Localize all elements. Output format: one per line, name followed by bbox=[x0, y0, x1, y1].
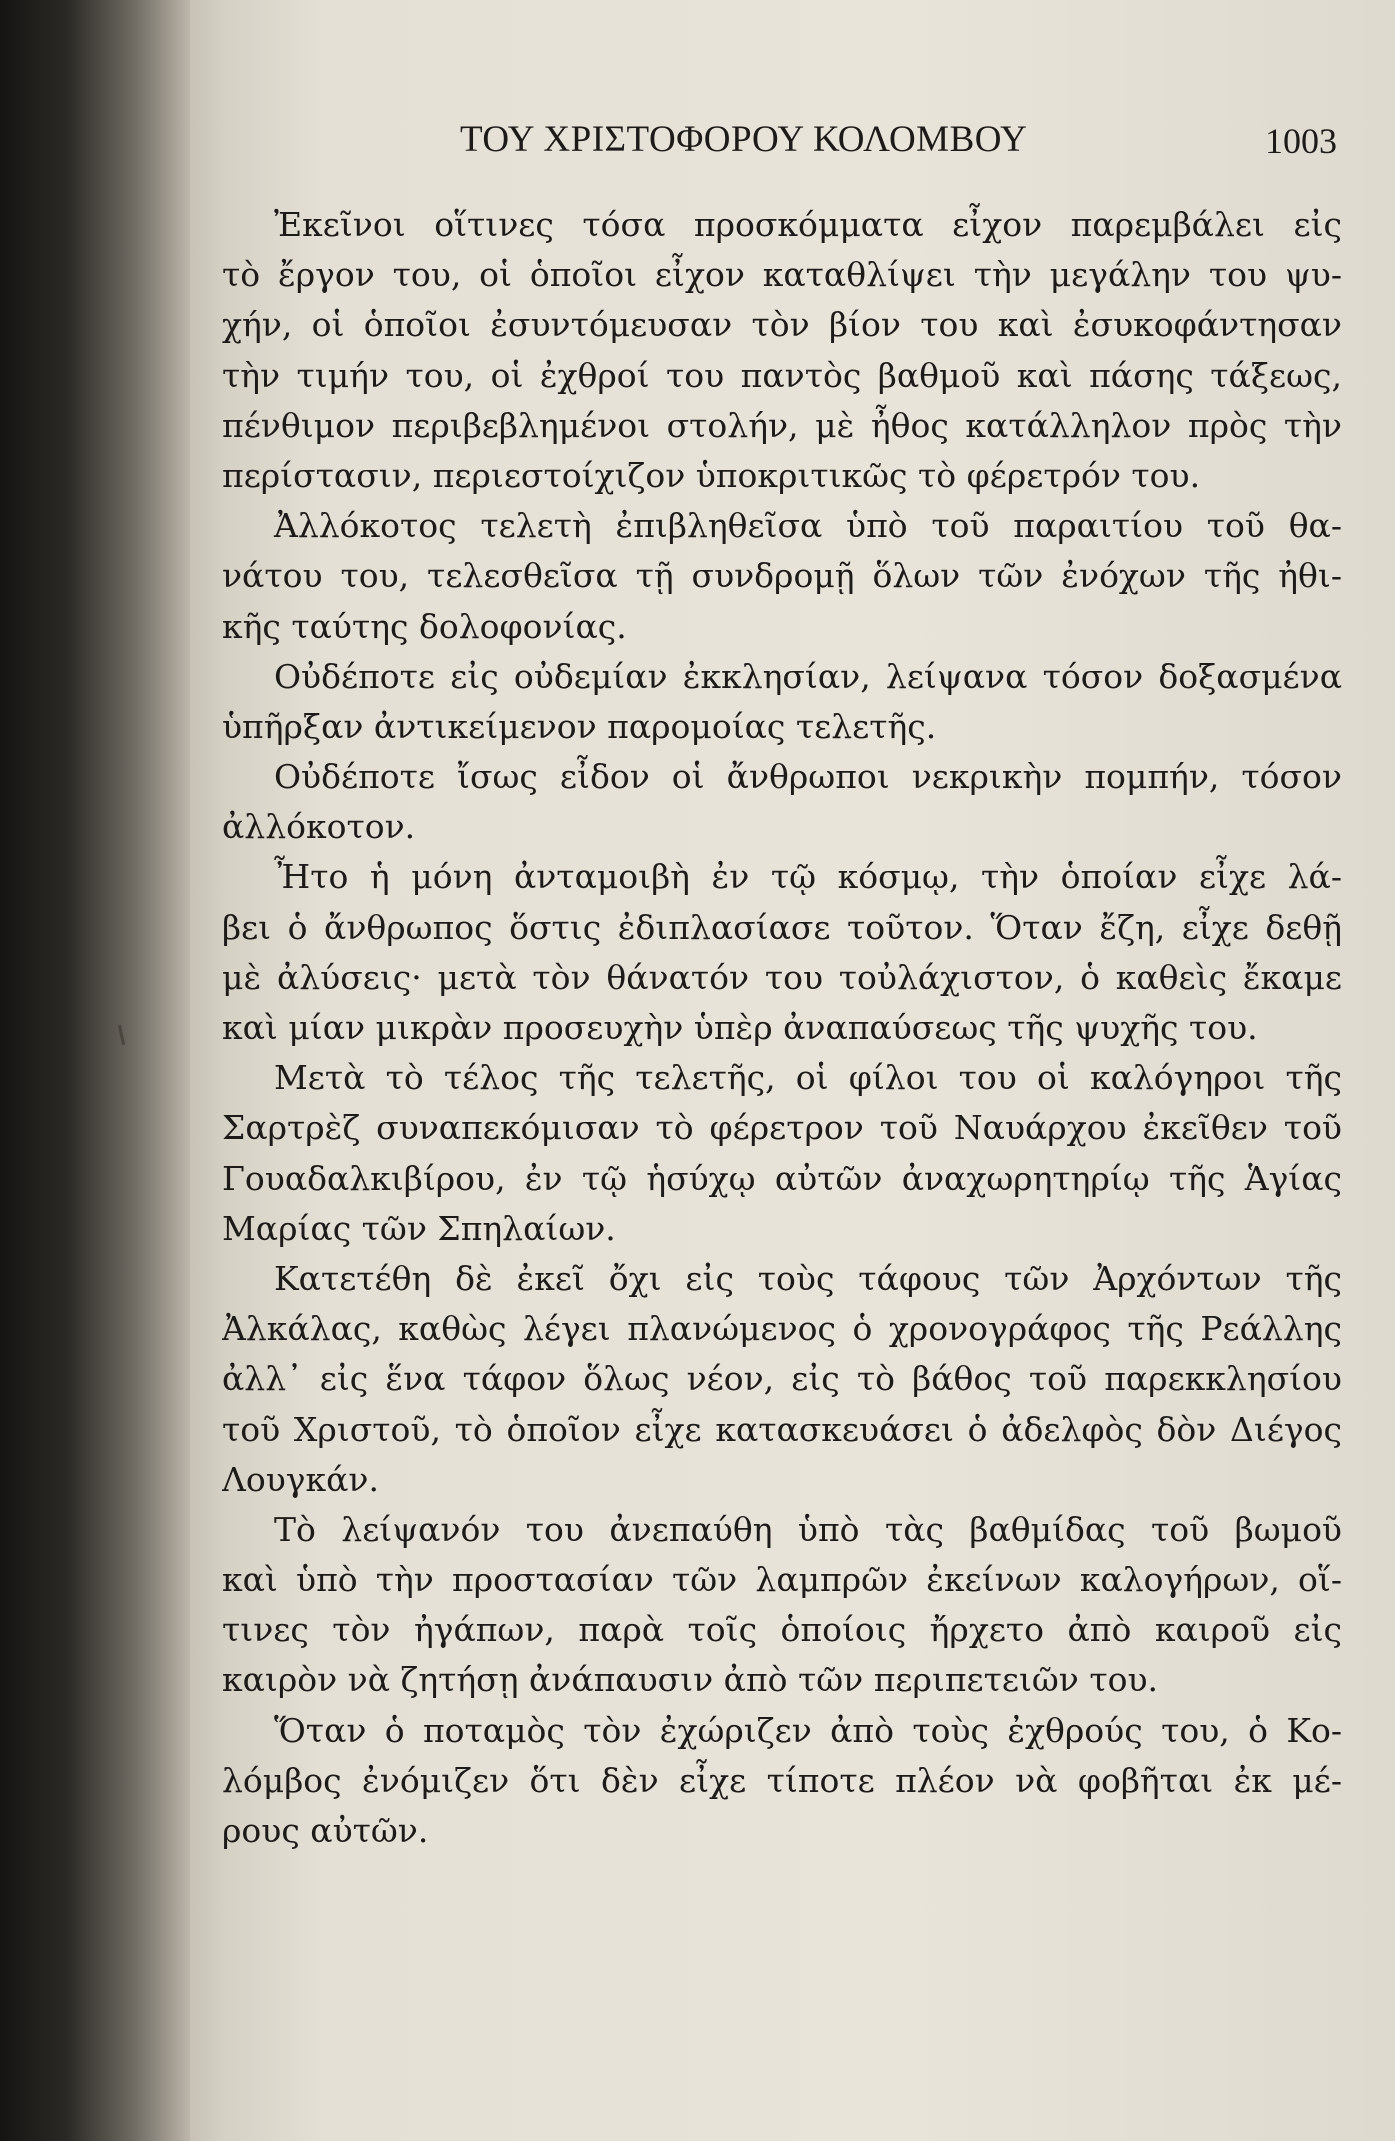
text-line: τινες τὸν ἠγάπων, παρὰ τοῖς ὁποίοις ἤρχετο ἀπὸ καιροῦ εἰς bbox=[222, 1610, 1342, 1650]
text-line: Ἐκεῖνοι οἵτινες τόσα προσκόμματα εἶχον παρεμβάλει εἰς bbox=[274, 205, 1342, 244]
text-line: Ἦτο ἡ μόνη ἀνταμοιβὴ ἐν τῷ κόσμῳ, τὴν ὁποίαν εἶχε λά- bbox=[274, 857, 1342, 897]
text-line: Κατετέθη δὲ ἐκεῖ ὄχι εἰς τοὺς τάφους τῶν Ἀρχόντων τῆς bbox=[274, 1258, 1342, 1298]
text-line: τὴν τιμήν του, οἱ ἐχθροί του παντὸς βαθμοῦ καὶ πάσης τάξεως, bbox=[222, 355, 1342, 395]
text-line: Οὐδέποτε ἴσως εἶδον οἱ ἄνθρωποι νεκρικὴν πομπήν, τόσον bbox=[274, 757, 1342, 797]
text-line: Τὸ λείψανόν του ἀνεπαύθη ὑπὸ τὰς βαθμίδας τοῦ βωμοῦ bbox=[274, 1509, 1342, 1549]
text-line: Μαρίας τῶν Σπηλαίων. bbox=[222, 1208, 616, 1248]
text-line: πένθιμον περιβεβλημένοι στολήν, μὲ ἦθος κατάλληλον πρὸς τὴν bbox=[222, 405, 1342, 445]
text-line: νάτου του, τελεσθεῖσα τῇ συνδρομῇ ὅλων τῶν ἐνόχων τῆς ἠθι- bbox=[222, 556, 1342, 596]
text-line: μὲ ἀλύσεις· μετὰ τὸν θάνατόν του τοὐλάχιστον, ὁ καθεὶς ἔκαμε bbox=[222, 957, 1342, 997]
book-binding-shadow bbox=[0, 0, 190, 2141]
text-line: Γουαδαλκιβίρου, ἐν τῷ ἡσύχῳ αὐτῶν ἀναχωρητηρίῳ τῆς Ἁγίας bbox=[222, 1158, 1342, 1198]
text-line: Ὅταν ὁ ποταμὸς τὸν ἐχώριζεν ἀπὸ τοὺς ἐχθρούς του, ὁ Κο- bbox=[274, 1710, 1342, 1750]
text-line: Μετὰ τὸ τέλος τῆς τελετῆς, οἱ φίλοι του οἱ καλόγηροι τῆς bbox=[274, 1058, 1342, 1098]
text-line: Οὐδέποτε εἰς οὐδεμίαν ἐκκλησίαν, λείψανα τόσον δοξασμένα bbox=[274, 656, 1342, 696]
text-line: Σαρτρὲζ συναπεκόμισαν τὸ φέρετρον τοῦ Ναυάρχου ἐκεῖθεν τοῦ bbox=[222, 1108, 1342, 1148]
text-line: τοῦ Χριστοῦ, τὸ ὁποῖον εἶχε κατασκευάσει ὁ ἀδελφὸς δὸν Διέγος bbox=[222, 1409, 1342, 1449]
text-line: βει ὁ ἄνθρωπος ὅστις ἐδιπλασίασε τοῦτον. Ὅταν ἔζη, εἶχε δεθῇ bbox=[222, 907, 1342, 947]
text-line: ἀλλ᾽ εἰς ἕνα τάφον ὅλως νέον, εἰς τὸ βάθος τοῦ παρεκκλησίου bbox=[222, 1359, 1342, 1399]
text-line: ρους αὐτῶν. bbox=[222, 1811, 429, 1850]
text-line: ἀλλόκοτον. bbox=[222, 807, 416, 847]
text-line: καιρὸν νὰ ζητήσῃ ἀνάπαυσιν ἀπὸ τῶν περιπετειῶν του. bbox=[222, 1660, 1159, 1700]
page-header bbox=[0, 118, 1395, 178]
text-line: ὑπῆρξαν ἀντικείμενον παρομοίας τελετῆς. bbox=[222, 706, 937, 746]
text-line: κῆς ταύτης δολοφονίας. bbox=[222, 606, 627, 646]
text-line: λόμβος ἐνόμιζεν ὅτι δὲν εἶχε τίποτε πλέον νὰ φοβῆται ἐκ μέ- bbox=[222, 1760, 1342, 1800]
text-line: Ἀλκάλας, καθὼς λέγει πλανώμενος ὁ χρονογράφος τῆς Ρεάλλης bbox=[222, 1309, 1342, 1349]
text-line: χήν, οἱ ὁποῖοι ἐσυντόμευσαν τὸν βίον του καὶ ἐσυκοφάντησαν bbox=[222, 305, 1342, 345]
text-line: τὸ ἔργον του, οἱ ὁποῖοι εἶχον καταθλίψει τὴν μεγάλην του ψυ- bbox=[222, 255, 1342, 295]
text-line: Λουγκάν. bbox=[222, 1459, 379, 1499]
body-text bbox=[222, 200, 1342, 1856]
text-line: Ἀλλόκοτος τελετὴ ἐπιβληθεῖσα ὑπὸ τοῦ παραιτίου τοῦ θα- bbox=[274, 506, 1342, 546]
text-line: καὶ ὑπὸ τὴν προστασίαν τῶν λαμπρῶν ἐκείνων καλογήρων, οἵ- bbox=[222, 1560, 1342, 1600]
text-line: καὶ μίαν μικρὰν προσευχὴν ὑπὲρ ἀναπαύσεως τῆς ψυχῆς του. bbox=[222, 1008, 1258, 1047]
text-line: περίστασιν, περιεστοίχιζον ὑποκριτικῶς τὸ φέρετρόν του. bbox=[222, 455, 1201, 495]
page-number: 1003 bbox=[1265, 121, 1337, 161]
running-title: ΤΟΥ ΧΡΙΣΤΟΦΟΡΟΥ ΚΟΛΟΜΒΟΥ bbox=[460, 119, 1028, 160]
